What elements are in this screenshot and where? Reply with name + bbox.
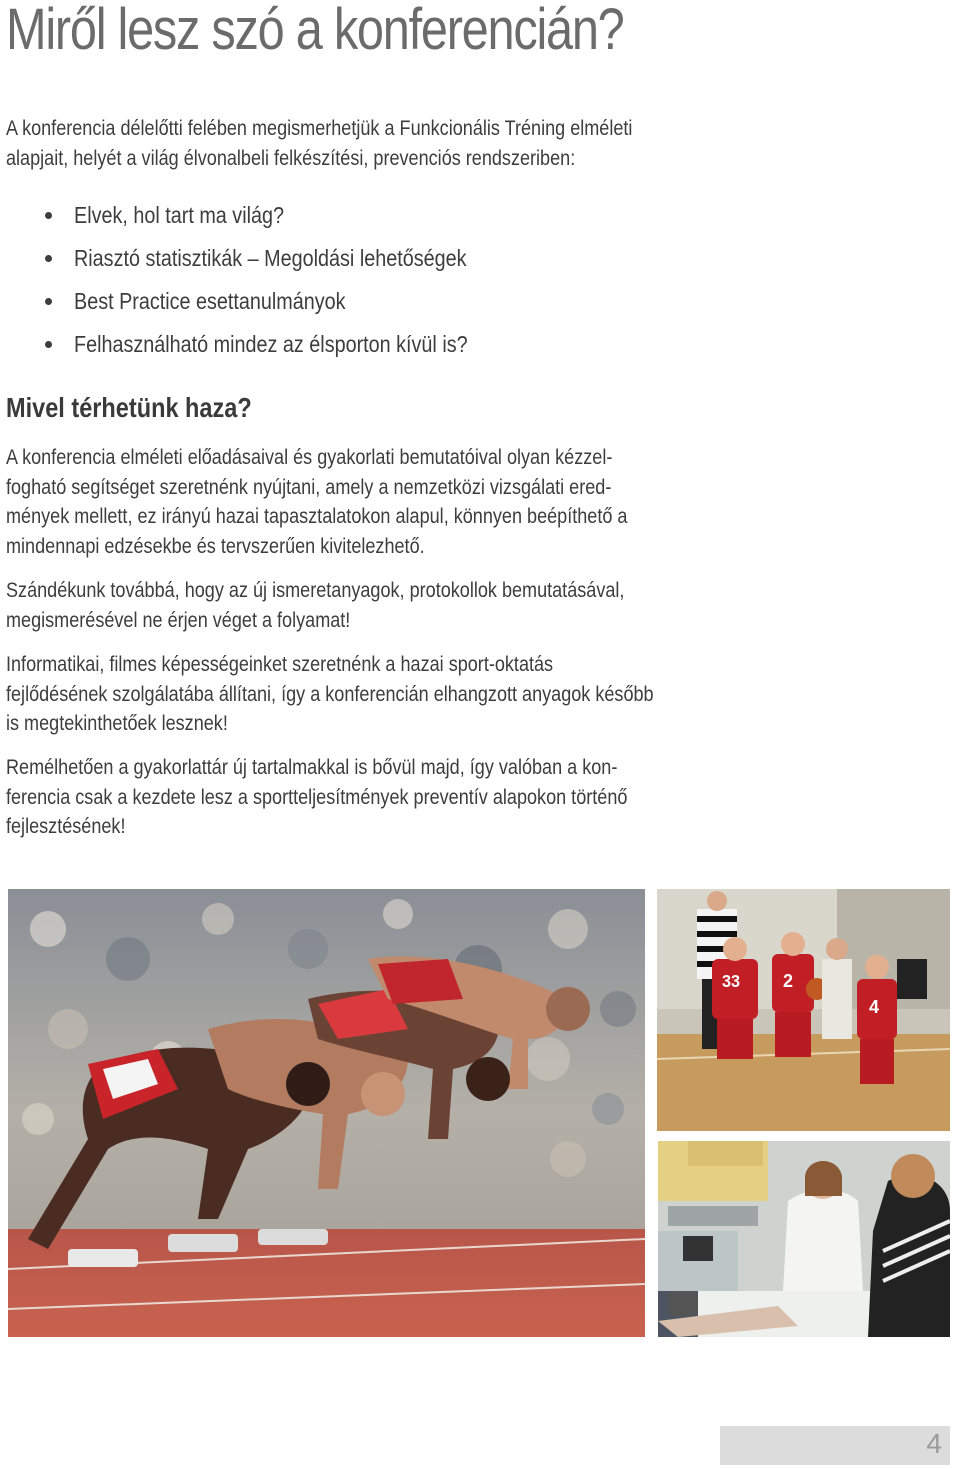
bullet-icon [45, 341, 52, 348]
intro-paragraph [6, 114, 632, 173]
jersey-number: 33 [722, 971, 741, 992]
jersey-number: 2 [783, 971, 794, 991]
bullet-icon [45, 255, 52, 262]
intro-line: alapjait, helyét a világ élvonalbeli felkészítési, prevenciós rendszeriben: [6, 146, 576, 170]
bullet-icon [45, 298, 52, 305]
page-title: Miről lesz szó a konferencián? [6, 0, 624, 62]
body-paragraph: Remélhetően a gyakorlattár új tartalmakkal is bővül majd, így valóban a kon- ferencia csak a kezdete lesz a sportteljesítmények preventív alapokon történő fejlesztésének! [6, 756, 628, 838]
page-number-box [720, 1426, 950, 1465]
sprinters-photo [8, 889, 645, 1337]
body-paragraph: Informatikai, filmes képességeinket szeretnénk a hazai sport-oktatás fejlődésének szolgálatába állítani, így a konferencián elhangzott anyagok később is megtekinthetőek lesznek! [6, 653, 654, 735]
basketball-photo [657, 889, 950, 1131]
page-number: 4 [926, 1428, 942, 1459]
body-paragraph: A konferencia elméleti előadásaival és gyakorlati bemutatóival olyan kézzel- fogható segítséget szeretnénk nyújtani, amely a nemzetközi vizsgálati ered- mények mellett, ez irányú hazai tapasztalatokon alapul, könnyen beépíthető a mindennapi edzésekbe és tervszerűen kivitelezhető. [6, 446, 628, 558]
physio-photo [658, 1141, 950, 1337]
body-paragraph: Szándékunk továbbá, hogy az új ismeretanyagok, protokollok bemutatásával, megismerésével ne érjen véget a folyamat! [6, 579, 625, 632]
jersey-number: 4 [869, 997, 880, 1017]
bullet-icon [45, 212, 52, 219]
section-heading: Mivel térhetünk haza? [6, 392, 252, 423]
intro-line: A konferencia délelőtti felében megismerhetjük a Funkcionális Tréning elméleti [6, 117, 633, 140]
